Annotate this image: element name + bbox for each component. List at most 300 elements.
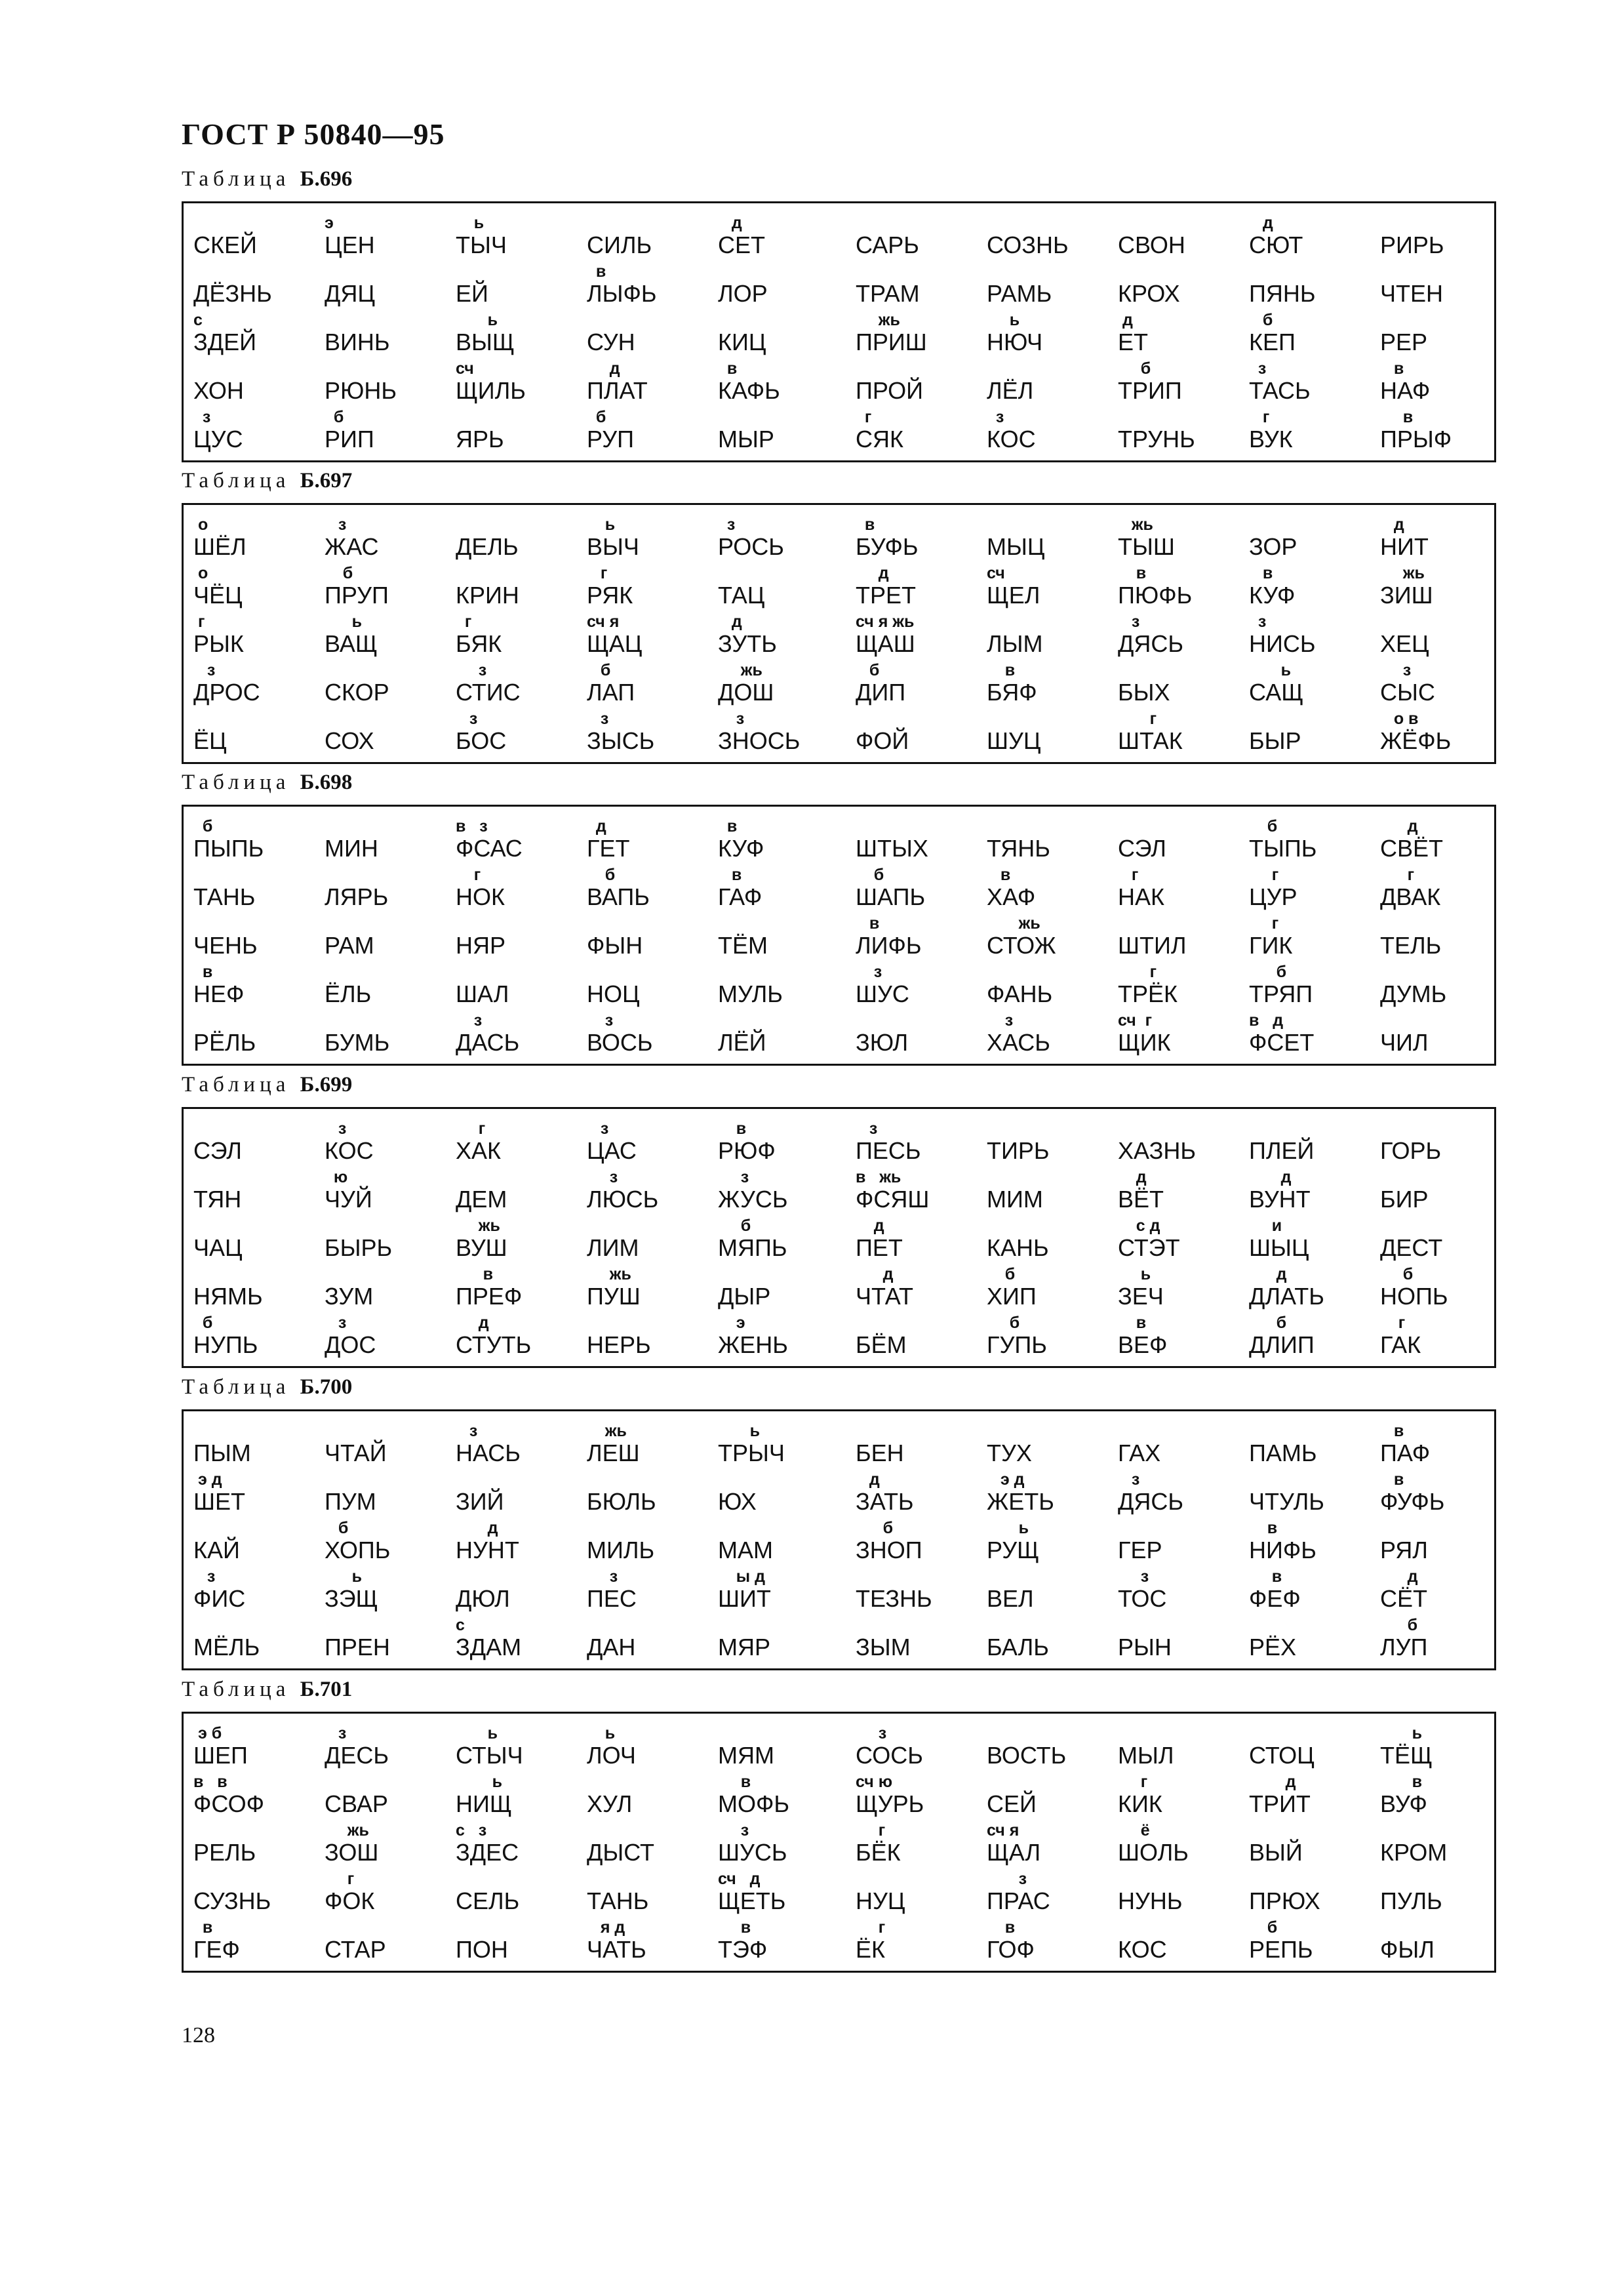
syllable-word: ВЫЙ [1249, 1839, 1303, 1866]
syllable-word: ДЕМ [456, 1186, 507, 1213]
syllable-word: СЯК [856, 426, 903, 453]
syllable-word: ШУЦ [987, 727, 1041, 754]
syllable-word: БУФЬ [856, 533, 919, 560]
table-caption [182, 469, 352, 493]
table-row [184, 1722, 1494, 1770]
syllable-word: ЗДЕС [456, 1839, 519, 1866]
syllable-word: ВИНЬ [325, 329, 390, 355]
syllable-word: КРОХ [1118, 280, 1180, 307]
syllable-word: ШЕП [193, 1742, 248, 1769]
syllable-word: ПРУП [325, 582, 389, 609]
table-row [184, 1419, 1494, 1468]
superscript-mark: б [1249, 963, 1287, 981]
syllable-word: ХАСЬ [987, 1029, 1050, 1056]
superscript-mark: д [456, 1519, 498, 1537]
syllable-word: ДЕСТ [1380, 1234, 1443, 1261]
page-number: 128 [182, 2023, 215, 2047]
superscript-mark: сч [987, 564, 1005, 582]
syllable-word: ТЫШ [1118, 533, 1175, 560]
superscript-mark: д [856, 564, 889, 582]
syllable-word: РЁЛЬ [193, 1029, 256, 1056]
syllable-word: ЕТ [1118, 329, 1149, 355]
superscript-mark: жь [1380, 564, 1425, 582]
syllable-word: ЛЕШ [587, 1440, 640, 1466]
syllable-word: СТОЖ [987, 932, 1056, 959]
syllable-word: МЫР [718, 426, 774, 453]
superscript-mark: сч ю [856, 1773, 893, 1791]
syllable-word: ЖЁФЬ [1380, 727, 1452, 754]
syllable-word: РЯЛ [1380, 1537, 1428, 1563]
word-table [182, 201, 1496, 462]
syllable-word: КИК [1118, 1790, 1162, 1817]
syllable-word: МЫЛ [1118, 1742, 1174, 1769]
superscript-mark: в [193, 1918, 213, 1937]
superscript-mark: г [456, 866, 481, 884]
syllable-word: ГАХ [1118, 1440, 1161, 1466]
syllable-word: ЛИМ [587, 1234, 639, 1261]
syllable-word: МОФЬ [718, 1790, 789, 1817]
superscript-mark: в в [193, 1773, 228, 1791]
syllable-word: ПЕТ [856, 1234, 903, 1261]
superscript-mark: в [193, 963, 213, 981]
syllable-word: ЧАТЬ [587, 1936, 646, 1963]
superscript-mark: жь [718, 661, 762, 679]
superscript-mark: сч я [587, 613, 620, 631]
syllable-word: ЧТЕН [1380, 280, 1443, 307]
syllable-word: ТРЁК [1118, 980, 1178, 1007]
superscript-mark: г [1380, 866, 1415, 884]
syllable-word: СИЛЬ [587, 232, 652, 258]
superscript-mark: э б [193, 1724, 222, 1742]
superscript-mark: с з [456, 1821, 487, 1840]
syllable-word: ВОСТЬ [987, 1742, 1067, 1769]
syllable-word: СКОР [325, 679, 389, 706]
syllable-word: МЫЦ [987, 533, 1045, 560]
superscript-mark: б [1380, 1616, 1418, 1634]
syllable-word: ЩАЦ [587, 630, 643, 657]
syllable-word: ДЮЛ [456, 1585, 510, 1612]
superscript-mark: з [856, 963, 882, 981]
syllable-word: ПРЮХ [1249, 1887, 1320, 1914]
syllable-word: КОС [987, 426, 1036, 453]
superscript-mark: б [718, 1217, 751, 1235]
syllable-word: ЩАШ [856, 630, 915, 657]
superscript-mark: з [856, 1724, 887, 1742]
syllable-word: ПРЕН [325, 1634, 390, 1661]
superscript-mark: жь [856, 311, 900, 329]
syllable-word: ТУХ [987, 1440, 1032, 1466]
syllable-word: НОЦ [587, 980, 640, 1007]
superscript-mark: в [987, 1918, 1016, 1937]
syllable-word: ХЕЦ [1380, 630, 1429, 657]
syllable-word: СЕЛЬ [456, 1887, 520, 1914]
syllable-word: ХАФ [987, 883, 1036, 910]
syllable-word: ФЕФ [1249, 1585, 1301, 1612]
table-row [184, 1613, 1494, 1662]
syllable-word: ЩЕЛ [987, 582, 1040, 609]
superscript-mark: ь [587, 515, 616, 534]
syllable-word: ТЁМ [718, 932, 768, 959]
superscript-mark: сч [456, 359, 474, 378]
syllable-word: ЗДАМ [456, 1634, 522, 1661]
syllable-word: СЭЛ [193, 1137, 242, 1164]
syllable-word: СУЗНЬ [193, 1887, 271, 1914]
syllable-word: ХАК [456, 1137, 501, 1164]
superscript-mark: з [456, 710, 478, 728]
superscript-mark: з [325, 515, 347, 534]
superscript-mark: з [193, 408, 211, 426]
superscript-mark: ё [1118, 1821, 1150, 1840]
syllable-word: ВАПЬ [587, 883, 650, 910]
superscript-mark: б [987, 1265, 1016, 1283]
syllable-word: ЗУМ [325, 1283, 374, 1310]
superscript-mark: з [1118, 1567, 1149, 1586]
syllable-word: ЦЕН [325, 232, 375, 258]
table-row [184, 561, 1494, 610]
syllable-word: ЩУРЬ [856, 1790, 924, 1817]
superscript-mark: ь [718, 1422, 760, 1440]
syllable-word: ДЛАТЬ [1249, 1283, 1324, 1310]
syllable-word: БЯК [456, 630, 502, 657]
syllable-word: ДЯСЬ [1118, 630, 1184, 657]
superscript-mark: в [856, 914, 880, 933]
syllable-word: ЗИЙ [456, 1488, 504, 1515]
superscript-mark: з [325, 1724, 347, 1742]
syllable-word: СТУТЬ [456, 1331, 532, 1358]
superscript-mark: б [987, 1314, 1020, 1332]
syllable-word: ГИК [1249, 932, 1293, 959]
syllable-word: ТАЦ [718, 582, 765, 609]
superscript-mark: г [856, 1918, 886, 1937]
syllable-word: ТРУНЬ [1118, 426, 1195, 453]
superscript-mark: ы д [718, 1567, 765, 1586]
syllable-word: ВЕЛ [987, 1585, 1034, 1612]
table-number: Б.697 [300, 469, 353, 493]
syllable-word: БЫРЬ [325, 1234, 393, 1261]
syllable-word: ДЯСЬ [1118, 1488, 1184, 1515]
syllable-word: ШУС [856, 980, 909, 1007]
syllable-word: СВЁТ [1380, 835, 1444, 862]
superscript-mark: з [587, 1168, 618, 1186]
superscript-mark: з [193, 661, 216, 679]
table-row [184, 912, 1494, 960]
syllable-word: ЁК [856, 1936, 885, 1963]
syllable-word: ХАЗНЬ [1118, 1137, 1196, 1164]
table-row [184, 1916, 1494, 1964]
syllable-word: РЁХ [1249, 1634, 1297, 1661]
superscript-mark: жь [1118, 515, 1153, 534]
table-row [184, 1117, 1494, 1165]
table-number: Б.696 [300, 167, 353, 191]
syllable-word: ЛЁЛ [987, 377, 1034, 404]
syllable-word: СЭЛ [1118, 835, 1166, 862]
superscript-mark: ь [456, 311, 498, 329]
syllable-word: РУЩ [987, 1537, 1039, 1563]
syllable-word: ЛЫФЬ [587, 280, 657, 307]
syllable-word: ЗЫСЬ [587, 727, 655, 754]
syllable-word: ЗОШ [325, 1839, 379, 1866]
syllable-word: МЯМ [718, 1742, 774, 1769]
syllable-word: ФИС [193, 1585, 246, 1612]
superscript-mark: ь [456, 1773, 502, 1791]
table-row [184, 658, 1494, 707]
syllable-word: ТРЕТ [856, 582, 917, 609]
syllable-word: НЕРЬ [587, 1331, 651, 1358]
syllable-word: КУФ [1249, 582, 1296, 609]
syllable-word: ПРЫФ [1380, 426, 1452, 453]
syllable-word: ТЭФ [718, 1936, 768, 1963]
word-table [182, 503, 1496, 764]
superscript-mark: ь [456, 1724, 498, 1742]
table-caption [182, 771, 352, 795]
superscript-mark: б [856, 1519, 894, 1537]
superscript-mark: жь [587, 1265, 631, 1283]
table-row [184, 1565, 1494, 1613]
syllable-word: ЛОР [718, 280, 768, 307]
syllable-word: ЛИФЬ [856, 932, 922, 959]
table-caption-prefix: Таблица [182, 469, 300, 493]
syllable-word: МЯПЬ [718, 1234, 787, 1261]
syllable-word: РЕР [1380, 329, 1428, 355]
superscript-mark: г [856, 408, 872, 426]
syllable-word: БЯФ [987, 679, 1037, 706]
syllable-word: СОХ [325, 727, 374, 754]
superscript-mark: г [1249, 914, 1279, 933]
table-caption [182, 1678, 352, 1702]
syllable-word: ТРЫЧ [718, 1440, 785, 1466]
superscript-mark: з [718, 1168, 749, 1186]
syllable-word: ДАН [587, 1634, 636, 1661]
syllable-word: ДИП [856, 679, 906, 706]
syllable-word: ЧИЛ [1380, 1029, 1429, 1056]
syllable-word: ЮХ [718, 1488, 757, 1515]
syllable-word: ЗНОСЬ [718, 727, 801, 754]
syllable-word: ЗАТЬ [856, 1488, 914, 1515]
superscript-mark: з [1249, 613, 1267, 631]
superscript-mark: б [856, 866, 884, 884]
superscript-mark: з [325, 1119, 347, 1138]
superscript-mark: з [718, 515, 736, 534]
syllable-word: ТАСЬ [1249, 377, 1311, 404]
superscript-mark: з [1118, 613, 1140, 631]
superscript-mark: г [1118, 866, 1139, 884]
table-number: Б.701 [300, 1678, 353, 1701]
superscript-mark: э д [193, 1470, 222, 1489]
syllable-word: ЛАП [587, 679, 635, 706]
superscript-mark: з [987, 1870, 1027, 1888]
syllable-word: РЫК [193, 630, 244, 657]
syllable-word: РЫН [1118, 1634, 1172, 1661]
superscript-mark: г [1380, 1314, 1406, 1332]
superscript-mark: д [587, 817, 606, 836]
table-caption-prefix: Таблица [182, 1678, 300, 1701]
syllable-word: ЗУТЬ [718, 630, 777, 657]
syllable-word: ЗДЕЙ [193, 329, 257, 355]
syllable-word: СТИС [456, 679, 521, 706]
syllable-word: МИН [325, 835, 378, 862]
superscript-mark: ь [325, 1567, 363, 1586]
superscript-mark: г [856, 1821, 886, 1840]
syllable-word: ЦУР [1249, 883, 1297, 910]
superscript-mark: ь [325, 613, 363, 631]
syllable-word: ГЕР [1118, 1537, 1162, 1563]
superscript-mark: в [856, 515, 875, 534]
syllable-word: РЕПЬ [1249, 1936, 1313, 1963]
superscript-mark: в [1380, 359, 1404, 378]
syllable-word: БЕН [856, 1440, 904, 1466]
syllable-word: ЗЫМ [856, 1634, 911, 1661]
superscript-mark: в [718, 1119, 747, 1138]
syllable-word: ЛОЧ [587, 1742, 636, 1769]
syllable-word: ЕЙ [456, 280, 488, 307]
superscript-mark: сч г [1118, 1011, 1153, 1030]
superscript-mark: з [987, 1011, 1014, 1030]
superscript-mark: в [1249, 1519, 1278, 1537]
syllable-word: ЦУС [193, 426, 243, 453]
superscript-mark: з [193, 1567, 216, 1586]
table-caption [182, 167, 352, 191]
superscript-mark: ь [987, 1519, 1029, 1537]
superscript-mark: г [1118, 1773, 1148, 1791]
superscript-mark: в [1249, 1567, 1282, 1586]
table-number: Б.699 [300, 1073, 353, 1097]
syllable-word: ФЫН [587, 932, 643, 959]
syllable-word: РОСЬ [718, 533, 784, 560]
superscript-mark: з [718, 710, 745, 728]
word-table [182, 805, 1496, 1066]
table-row [184, 513, 1494, 561]
superscript-mark: и [1249, 1217, 1282, 1235]
syllable-word: ХОПЬ [325, 1537, 391, 1563]
superscript-mark: сч д [718, 1870, 761, 1888]
syllable-word: НУПЬ [193, 1331, 258, 1358]
table-row [184, 863, 1494, 912]
superscript-mark: з [456, 1422, 478, 1440]
table-row [184, 1009, 1494, 1057]
syllable-word: СТОЦ [1249, 1742, 1315, 1769]
table-row [184, 260, 1494, 308]
table-row [184, 1165, 1494, 1214]
syllable-word: ВЫЧ [587, 533, 639, 560]
syllable-word: НАСЬ [456, 1440, 521, 1466]
syllable-word: ПЮФЬ [1118, 582, 1193, 609]
syllable-word: РУП [587, 426, 634, 453]
syllable-word: ЧТАТ [856, 1283, 913, 1310]
syllable-word: ФУФЬ [1380, 1488, 1445, 1515]
syllable-word: ДЁЗНЬ [193, 280, 272, 307]
syllable-word: МИЛЬ [587, 1537, 655, 1563]
superscript-mark: г [325, 1870, 355, 1888]
syllable-word: СКЕЙ [193, 232, 257, 258]
superscript-mark: с [456, 1616, 465, 1634]
syllable-word: ЛЯРЬ [325, 883, 389, 910]
syllable-word: ШАПЬ [856, 883, 926, 910]
syllable-word: ТРИТ [1249, 1790, 1311, 1817]
superscript-mark: з [1249, 359, 1267, 378]
syllable-word: ШТИЛ [1118, 932, 1187, 959]
superscript-mark: в [987, 661, 1016, 679]
syllable-word: СЕТ [718, 232, 765, 258]
superscript-mark: ю [325, 1168, 348, 1186]
superscript-mark: в [718, 359, 738, 378]
superscript-mark: ь [587, 1724, 616, 1742]
syllable-word: ЛУП [1380, 1634, 1428, 1661]
table-row [184, 1311, 1494, 1359]
syllable-word: БАЛЬ [987, 1634, 1049, 1661]
superscript-mark: д [1118, 1168, 1147, 1186]
superscript-mark: б [1380, 1265, 1414, 1283]
syllable-word: БИР [1380, 1186, 1429, 1213]
superscript-mark: в [987, 866, 1011, 884]
syllable-word: СОСЬ [856, 1742, 923, 1769]
table-row [184, 211, 1494, 260]
syllable-word: ШЕТ [193, 1488, 245, 1515]
syllable-word: ЛЮСЬ [587, 1186, 659, 1213]
syllable-word: БОС [456, 727, 507, 754]
word-table [182, 1107, 1496, 1368]
syllable-word: ПЛЕЙ [1249, 1137, 1315, 1164]
syllable-word: ЗИШ [1380, 582, 1433, 609]
superscript-mark: з [456, 1011, 483, 1030]
superscript-mark: д [856, 1265, 894, 1283]
superscript-mark: г [1249, 408, 1270, 426]
syllable-word: ШУСЬ [718, 1839, 787, 1866]
superscript-mark: з [987, 408, 1004, 426]
syllable-word: РЕЛЬ [193, 1839, 256, 1866]
document-header: ГОСТ Р 50840—95 [182, 117, 445, 151]
superscript-mark: б [1249, 817, 1278, 836]
syllable-word: ТЫПЬ [1249, 835, 1317, 862]
syllable-word: КРОМ [1380, 1839, 1448, 1866]
superscript-mark: б [193, 1314, 213, 1332]
table-row [184, 405, 1494, 454]
syllable-word: ТОС [1118, 1585, 1167, 1612]
syllable-word: РЮНЬ [325, 377, 397, 404]
syllable-word: ГОФ [987, 1936, 1035, 1963]
superscript-mark: в [1380, 1422, 1404, 1440]
syllable-word: НАФ [1380, 377, 1431, 404]
table-row [184, 1516, 1494, 1565]
syllable-word: ВУК [1249, 426, 1293, 453]
table-row [184, 1214, 1494, 1262]
superscript-mark: в [587, 262, 606, 281]
superscript-mark: с д [1118, 1217, 1160, 1235]
syllable-word: СЕЙ [987, 1790, 1037, 1817]
syllable-word: ДАСЬ [456, 1029, 520, 1056]
syllable-word: ГАК [1380, 1331, 1421, 1358]
syllable-word: ДУМЬ [1380, 980, 1447, 1007]
table-row [184, 308, 1494, 357]
syllable-word: ХИП [987, 1283, 1037, 1310]
syllable-word: ПЫМ [193, 1440, 251, 1466]
superscript-mark: г [1249, 866, 1279, 884]
superscript-mark: д [1249, 1773, 1296, 1791]
superscript-mark: в [718, 817, 738, 836]
syllable-word: МИМ [987, 1186, 1043, 1213]
syllable-word: ГОРЬ [1380, 1137, 1442, 1164]
syllable-word: ВУНТ [1249, 1186, 1311, 1213]
syllable-word: СОЗНЬ [987, 232, 1069, 258]
syllable-word: БЁМ [856, 1331, 907, 1358]
syllable-word: ЩЕТЬ [718, 1887, 786, 1914]
superscript-mark: ь [1118, 1265, 1151, 1283]
syllable-word: КАНЬ [987, 1234, 1049, 1261]
syllable-word: ШЫЦ [1249, 1234, 1309, 1261]
superscript-mark: в жь [856, 1168, 901, 1186]
superscript-mark: з [325, 1314, 347, 1332]
syllable-word: НОПЬ [1380, 1283, 1448, 1310]
syllable-word: НУНТ [456, 1537, 519, 1563]
